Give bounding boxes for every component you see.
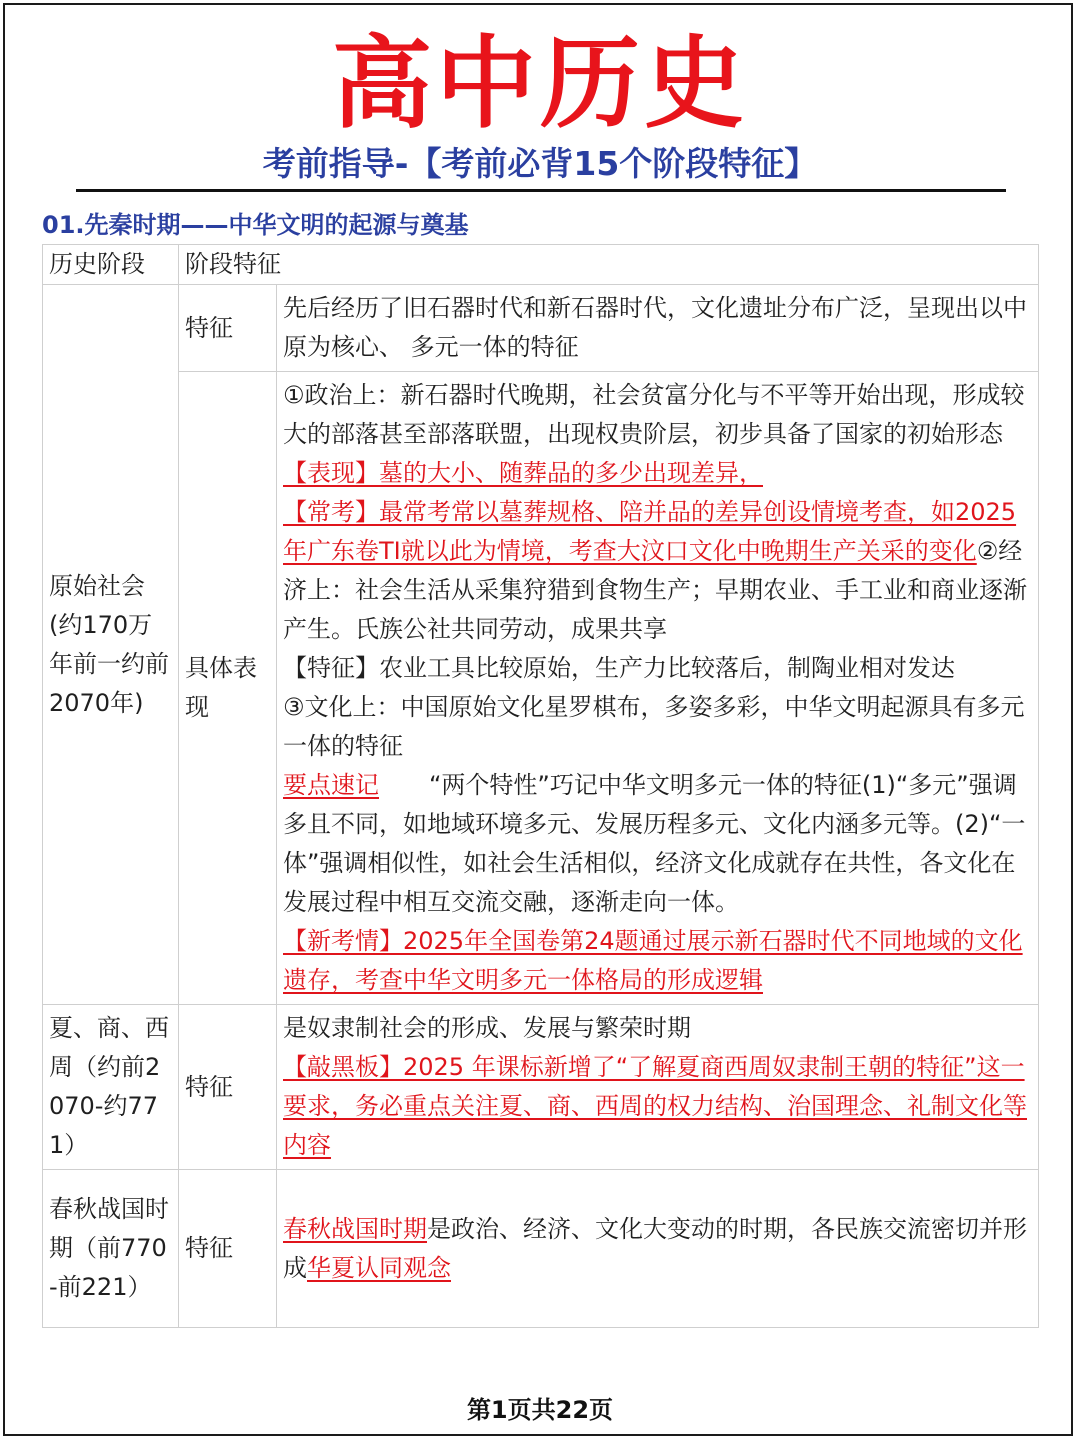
page-subtitle: 考前指导-【考前必背15个阶段特征】 (262, 144, 818, 183)
label-cell: 具体表现 (179, 372, 277, 1005)
xia-text: 是奴隶制社会的形成、发展与繁荣时期 (283, 1014, 691, 1042)
feature-text-xia (277, 1005, 1039, 1170)
column-header-features: 阶段特征 (179, 245, 1039, 285)
page-number: 第1页共22页 (466, 1396, 614, 1424)
label-cell: 特征 (179, 1170, 277, 1328)
economy-text: ②经济上：社会生活从采集狩猎到食物生产；早期农业、手工业和商业逐渐产生。氏族公社共同劳动，成果共享 (283, 537, 1027, 643)
table-row-xia (43, 1005, 1039, 1170)
column-header-period: 历史阶段 (43, 245, 179, 285)
highlight-spring-autumn: 春秋战国时期 (283, 1214, 427, 1243)
highlight-blackboard: 【敲黑板】2025 年课标新增了“了解夏商西周奴隶制王朝的特征”这一要求，务必重点关注夏、商、西周的权力结构、治国理念、礼制文化等内容 (283, 1053, 1027, 1159)
title-divider (76, 189, 1006, 192)
politics-text: ①政治上：新石器时代晚期，社会贫富分化与不平等开始出现，形成较大的部落甚至部落联盟，出现权贵阶层，初步具备了国家的初始形态 (283, 381, 1025, 448)
label-cell: 特征 (179, 1005, 277, 1170)
feature-note: 【特征】农业工具比较原始，生产力比较落后，制陶业相对发达 (283, 654, 955, 682)
table-row-primitive-detail (43, 372, 1039, 1005)
period-cell-primitive: 原始社会(约170万年前一约前2070年) (43, 285, 179, 1005)
table-header-row (43, 245, 1039, 285)
label-cell: 特征 (179, 285, 277, 372)
section-heading: 01.先秦时期——中华文明的起源与奠基 (42, 211, 469, 239)
highlight-new-exam: 【新考情】2025年全国卷第24题通过展示新石器时代不同地域的文化遗存，考查中华文明多元一体格局的形成逻辑 (283, 927, 1023, 994)
highlight-performance: 【表现】墓的大小、随葬品的多少出现差异， (283, 459, 763, 487)
table-row-spring-autumn (43, 1170, 1039, 1328)
feature-text-spring-autumn (277, 1170, 1039, 1328)
page-title: 高中历史 (332, 25, 748, 142)
highlight-huaxia: 华夏认同观念 (307, 1253, 451, 1282)
spring-autumn-text: 是政治、经济、文化大变动的时期，各民族交流密切并形成 (283, 1214, 1027, 1282)
period-cell-spring-autumn: 春秋战国时期（前770-前221） (43, 1170, 179, 1328)
period-cell-xia: 夏、商、西周（约前2070-约771） (43, 1005, 179, 1170)
history-table (42, 244, 1039, 1328)
detail-text-primitive (277, 372, 1039, 1005)
culture-text: ③文化上：中国原始文化星罗棋布，多姿多彩，中华文明起源具有多元一体的特征 (283, 693, 1025, 760)
key-memo-text: “两个特性”巧记中华文明多元一体的特征(1)“多元”强调多且不同，如地域环境多元、发展历程多元、文化内涵多元等。(2)“一体”强调相似性，如社会生活相似，经济文化成就存在共性，各文化在发展过程中相互交流交融，逐渐走向一体。 (283, 771, 1026, 916)
key-memo-label: 要点速记 (283, 771, 379, 799)
feature-text-primitive: 先后经历了旧石器时代和新石器时代，文化遗址分布广泛，呈现出以中原为核心、 多元一体的特征 (277, 285, 1039, 372)
highlight-common-exam: 【常考】最常考常以墓葬规格、陪并品的差异创设情境考查，如2025年广东卷TI就以此为情境，考查大汶口文化中晚期生产关采的变化 (283, 498, 1017, 565)
table-row-primitive-feature (43, 285, 1039, 372)
